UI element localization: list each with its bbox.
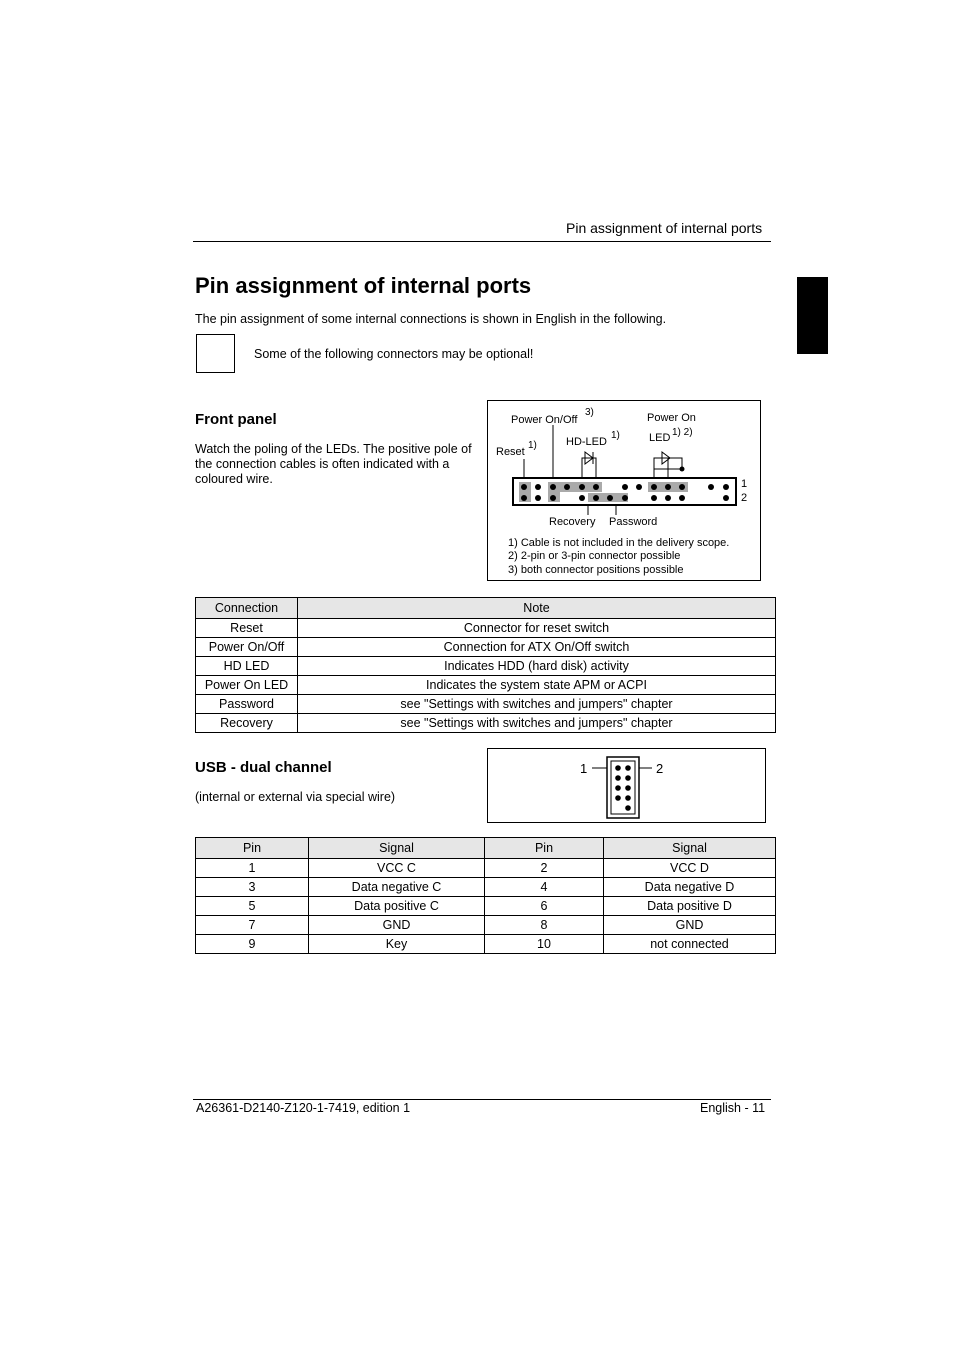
- table-cell: Connector for reset switch: [298, 619, 776, 638]
- table-cell: 8: [485, 916, 604, 935]
- usb-connector-diagram: [488, 749, 767, 824]
- table-cell: Indicates HDD (hard disk) activity: [298, 657, 776, 676]
- footer-page-number: English - 11: [700, 1101, 766, 1115]
- table-cell: Power On LED: [196, 676, 298, 695]
- table-cell: Data positive C: [309, 897, 485, 916]
- table-row: [196, 897, 776, 916]
- table-cell: 3: [196, 878, 309, 897]
- table-row: [196, 859, 776, 878]
- table-cell: 4: [485, 878, 604, 897]
- table-cell: GND: [604, 916, 776, 935]
- table-cell: 2: [485, 859, 604, 878]
- footnote-2: 2) 2-pin or 3-pin connector possible: [508, 550, 681, 562]
- label-password: Password: [609, 516, 658, 528]
- table-cell: VCC C: [309, 859, 485, 878]
- column-header: Note: [298, 598, 776, 619]
- table-header-row: [196, 838, 776, 859]
- column-header: Signal: [604, 838, 776, 859]
- table-cell: 10: [485, 935, 604, 954]
- usb-pin-label-1: 1: [580, 761, 588, 776]
- label-recovery: Recovery: [549, 516, 596, 528]
- front-panel-diagram: [487, 400, 761, 581]
- column-header: Pin: [196, 838, 309, 859]
- label-reset: Reset: [496, 446, 525, 458]
- table-row: [196, 619, 776, 638]
- note-text: Some of the following connectors may be optional!: [254, 347, 534, 361]
- intro-text: The pin assignment of some internal connections is shown in English in the following.: [195, 312, 667, 326]
- table-header-row: [196, 598, 776, 619]
- table-row: [196, 657, 776, 676]
- table-cell: 9: [196, 935, 309, 954]
- label-power-on: Power On: [647, 412, 696, 424]
- row-label-1: 1: [741, 478, 748, 490]
- table-cell: Reset: [196, 619, 298, 638]
- usb-pin-label-2: 2: [656, 761, 664, 776]
- front-panel-text: Watch the poling of the LEDs. The positive pole of the connection cables is often indicated with a coloured wire.: [195, 442, 472, 486]
- label-power-onoff: Power On/Off: [511, 414, 578, 426]
- table-cell: HD LED: [196, 657, 298, 676]
- table-row: [196, 695, 776, 714]
- header-rule: [193, 241, 771, 242]
- running-header: Pin assignment of internal ports: [566, 220, 763, 236]
- label-led: LED: [649, 432, 671, 444]
- chapter-tab: [797, 277, 828, 354]
- table-cell: Indicates the system state APM or ACPI: [298, 676, 776, 695]
- connections-table: [195, 597, 776, 733]
- usb-diagram: [487, 748, 766, 823]
- table-row: [196, 638, 776, 657]
- usb-pin-table: [195, 837, 776, 954]
- table-row: [196, 935, 776, 954]
- table-row: [196, 714, 776, 733]
- usb-text: (internal or external via special wire): [195, 790, 396, 804]
- table-cell: not connected: [604, 935, 776, 954]
- label-hdled-sup: 1): [611, 430, 620, 441]
- footnote-3: 3) both connector positions possible: [508, 564, 684, 576]
- table-cell: 1: [196, 859, 309, 878]
- column-header: Connection: [196, 598, 298, 619]
- table-cell: 5: [196, 897, 309, 916]
- table-cell: 7: [196, 916, 309, 935]
- label-led-sup: 1) 2): [672, 427, 693, 438]
- table-cell: Connection for ATX On/Off switch: [298, 638, 776, 657]
- table-cell: Recovery: [196, 714, 298, 733]
- table-row: [196, 916, 776, 935]
- table-cell: Key: [309, 935, 485, 954]
- footer-rule: [193, 1099, 771, 1100]
- label-hdled: HD-LED: [566, 436, 607, 448]
- label-power-onoff-sup: 3): [585, 407, 594, 418]
- table-cell: Data negative C: [309, 878, 485, 897]
- table-cell: Power On/Off: [196, 638, 298, 657]
- footnote-1: 1) Cable is not included in the delivery scope.: [508, 537, 730, 549]
- table-row: [196, 676, 776, 695]
- table-cell: 6: [485, 897, 604, 916]
- front-panel-connector-diagram: [488, 401, 762, 582]
- label-reset-sup: 1): [528, 440, 537, 451]
- column-header: Pin: [485, 838, 604, 859]
- note-box-icon: [196, 334, 235, 373]
- row-label-2: 2: [741, 492, 748, 504]
- table-cell: VCC D: [604, 859, 776, 878]
- table-cell: see "Settings with switches and jumpers" chapter: [298, 695, 776, 714]
- front-panel-heading: Front panel: [195, 411, 277, 428]
- table-cell: GND: [309, 916, 485, 935]
- page-title: Pin assignment of internal ports: [195, 273, 532, 298]
- table-cell: Data positive D: [604, 897, 776, 916]
- usb-heading: USB - dual channel: [195, 759, 332, 776]
- footer-document-id: A26361-D2140-Z120-1-7419, edition 1: [196, 1101, 411, 1115]
- table-cell: see "Settings with switches and jumpers" chapter: [298, 714, 776, 733]
- column-header: Signal: [309, 838, 485, 859]
- table-row: [196, 878, 776, 897]
- table-cell: Password: [196, 695, 298, 714]
- table-cell: Data negative D: [604, 878, 776, 897]
